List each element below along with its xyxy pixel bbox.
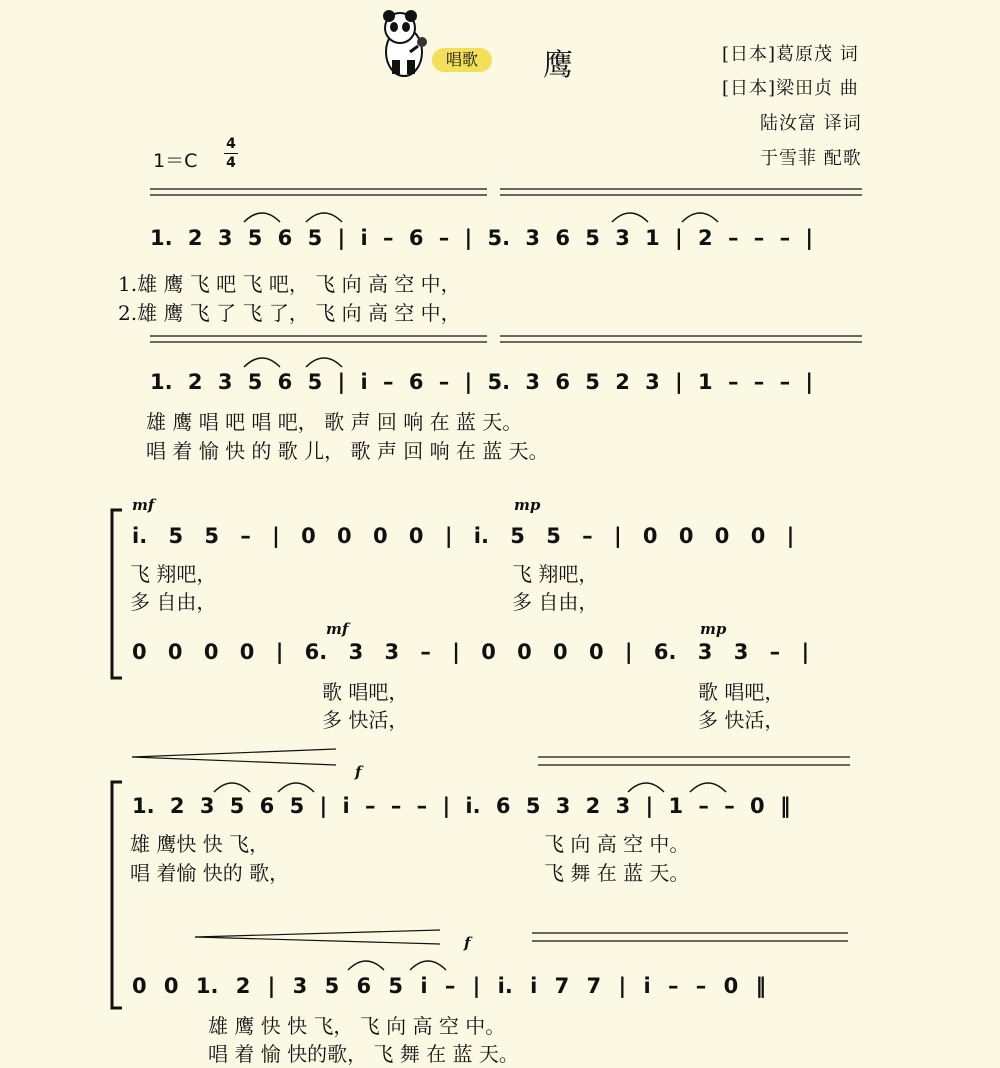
microphone-icon — [417, 37, 427, 47]
system4-upper-lyrics1a: 雄 鹰快 快 飞， — [130, 832, 270, 856]
system4-lower-lyrics1: 雄 鹰 快 快 飞， 飞 向 高 空 中。 — [208, 1014, 506, 1038]
dynamic-mf: mf — [326, 620, 349, 638]
song-type-badge: 唱歌 — [432, 48, 492, 72]
song-title: 鹰 — [543, 48, 573, 83]
system2-lyrics-verse1: 雄 鹰 唱 吧 唱 吧， 歌 声 回 响 在 蓝 天。 — [146, 410, 523, 434]
system1-lyrics-verse1: 1.雄 鹰 飞 吧 飞 吧， 飞 向 高 空 中， — [118, 272, 461, 296]
system1-lyrics-verse2: 2.雄 鹰 飞 了 飞 了， 飞 向 高 空 中， — [118, 301, 461, 325]
dynamic-mf: mf — [132, 496, 155, 514]
system3-lower-lyrics2a: 多 快活， — [322, 708, 409, 732]
dynamic-mp: mp — [514, 496, 541, 514]
system3-upper-lyrics2b: 多 自由， — [512, 590, 599, 614]
composer-credit: [日本]梁田贞 曲 — [722, 78, 859, 99]
time-signature — [224, 136, 238, 171]
system4-lower-notes: 0 0 1. 2 | 3 5 6 5 i – | i. i 7 7 | i – – 0 ‖ — [132, 974, 767, 998]
system3-lower-lyrics1b: 歌 唱吧， — [698, 680, 785, 704]
system3-upper-lyrics1a: 飞 翔吧， — [130, 562, 217, 586]
system4-upper-lyrics2a: 唱 着愉 快的 歌， — [130, 861, 290, 885]
dynamic-mp: mp — [700, 620, 727, 638]
system2-lyrics-verse2: 唱 着 愉 快 的 歌 儿， 歌 声 回 响 在 蓝 天。 — [146, 439, 549, 463]
system1-notes: 1. 2 3 5 6 5 | i – 6 – | 5. 3 6 5 3 1 | 2 – – – | — [150, 226, 814, 250]
system4-lower-lyrics2: 唱 着 愉 快的歌， 飞 舞 在 蓝 天。 — [208, 1042, 519, 1066]
time-sig-bottom: 4 — [226, 155, 236, 171]
system4-upper-notes: 1. 2 3 5 6 5 | i – – – | i. 6 5 3 2 3 | 1 – – 0 ‖ — [132, 794, 791, 818]
system3-upper-notes: i. 5 5 – | 0 0 0 0 | i. 5 5 – | 0 0 0 0 | — [132, 524, 795, 548]
lyricist-credit: [日本]葛原茂 词 — [722, 44, 859, 65]
system4-upper-lyrics2b: 飞 舞 在 蓝 天。 — [544, 861, 690, 885]
key-signature: 1＝C — [153, 150, 198, 172]
system3-lower-lyrics2b: 多 快活， — [698, 708, 785, 732]
dynamic-f: f — [355, 763, 362, 781]
translator-credit: 陆汝富 译词 — [760, 113, 862, 134]
system3-lower-lyrics1a: 歌 唱吧， — [322, 680, 409, 704]
system3-lower-notes: 0 0 0 0 | 6. 3 3 – | 0 0 0 0 | 6. 3 3 – | — [132, 640, 810, 664]
arranger-credit: 于雪菲 配歌 — [760, 148, 862, 169]
dynamic-f: f — [464, 934, 471, 952]
system4-upper-lyrics1b: 飞 向 高 空 中。 — [544, 832, 690, 856]
system3-upper-lyrics1b: 飞 翔吧， — [512, 562, 599, 586]
system3-upper-lyrics2a: 多 自由， — [130, 590, 217, 614]
panda-mascot-icon — [383, 10, 427, 76]
time-sig-top: 4 — [226, 136, 236, 152]
system2-notes: 1. 2 3 5 6 5 | i – 6 – | 5. 3 6 5 2 3 | 1 – – – | — [150, 370, 814, 394]
